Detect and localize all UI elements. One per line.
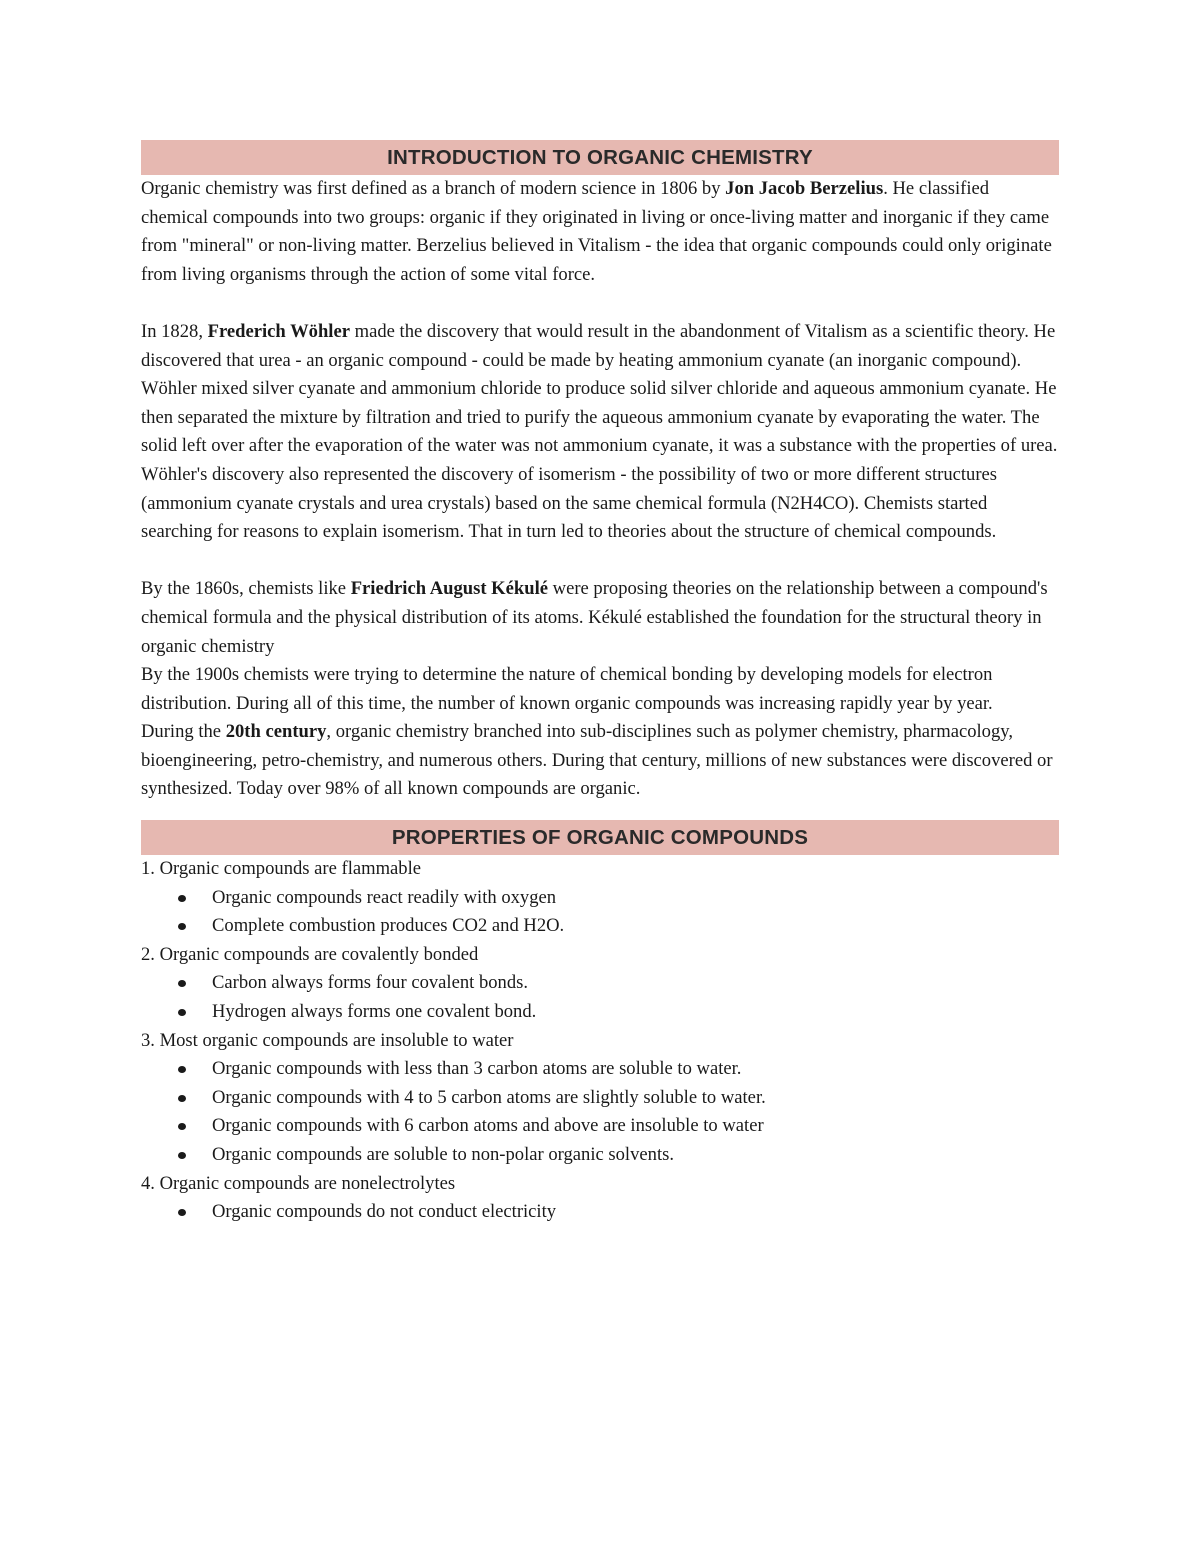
property-item: 1. Organic compounds are flammable (141, 858, 422, 880)
list-item-text: Hydrogen always forms one covalent bond. (212, 1001, 537, 1023)
property-sublist (141, 1198, 1059, 1227)
text-run: During the (141, 721, 226, 743)
text-run: were proposing theories on the relationship between a compound's chemical formula and the physical distribution of its atoms. Kékulé established the foundation for the structural theory in organic chemistry (141, 578, 1048, 657)
intro-paragraph-5 (141, 718, 1059, 804)
spacer (141, 547, 1059, 576)
list-item (141, 969, 1059, 998)
intro-paragraph-2 (141, 318, 1059, 547)
property-item: 3. Most organic compounds are insoluble to water (141, 1029, 514, 1051)
bullet-icon (178, 895, 186, 902)
intro-paragraph-3 (141, 575, 1059, 661)
list-item (141, 1112, 1059, 1141)
list-item (141, 1141, 1059, 1170)
list-item-text: Organic compounds with 6 carbon atoms and above are insoluble to water (212, 1115, 764, 1137)
bold-name: Jon Jacob Berzelius (725, 178, 884, 199)
spacer (141, 289, 1059, 318)
list-item (141, 1055, 1059, 1084)
text-run: In 1828, (141, 320, 208, 342)
bullet-icon (178, 923, 186, 930)
property-sublist (141, 1055, 1059, 1169)
list-item-text: Organic compounds with 4 to 5 carbon atoms are slightly soluble to water. (212, 1086, 766, 1108)
document-page (141, 140, 1059, 1227)
section-heading-properties: PROPERTIES OF ORGANIC COMPOUNDS (141, 820, 1059, 855)
text-run: Organic chemistry was first defined as a branch of modern science in 1806 by (141, 178, 726, 199)
bullet-icon (178, 1066, 186, 1073)
spacer (141, 804, 1059, 820)
list-item-text: Carbon always forms four covalent bonds. (212, 972, 529, 994)
list-item-text: Complete combustion produces CO2 and H2O. (212, 915, 565, 937)
intro-paragraph-4: By the 1900s chemists were trying to determine the nature of chemical bonding by developing models for electron distribution. During all of this time, the number of known organic compounds was increasing rapidly year by year. (141, 664, 993, 714)
list-item-text: Organic compounds do not conduct electricity (212, 1201, 557, 1223)
bold-name: Friedrich August Kékulé (350, 578, 548, 600)
bullet-icon (178, 1123, 186, 1130)
list-item (141, 1084, 1059, 1113)
bold-term: 20th century (225, 721, 327, 743)
list-item-text: Organic compounds are soluble to non-polar organic solvents. (212, 1144, 674, 1165)
bold-name: Frederich Wöhler (207, 320, 350, 342)
property-sublist (141, 884, 1059, 941)
bullet-icon (178, 1095, 186, 1102)
list-item-text: Organic compounds with less than 3 carbon atoms are soluble to water. (212, 1058, 742, 1080)
property-item: 2. Organic compounds are covalently bonded (141, 943, 479, 965)
text-run: , organic chemistry branched into sub-disciplines such as polymer chemistry, pharmacology, bioengineering, petro-chemistry, and numerous others. During that century, millions of new substances were discovered or synthesized. Today over 98% of all known compounds are organic. (141, 721, 1053, 800)
property-item: 4. Organic compounds are nonelectrolytes (141, 1172, 456, 1194)
properties-list (141, 855, 1059, 1227)
text-run: made the discovery that would result in the abandonment of Vitalism as a scientific theory. He discovered that urea - an organic compound - could be made by heating ammonium cyanate (an inorganic compound). Wöhler mixed silver cyanate and ammonium chloride to produce solid silver chloride and aqueous ammonium cyanate. He then separated the mixture by filtration and tried to purify the aqueous ammonium cyanate by evaporating the water. The solid left over after the evaporation of the water was not ammonium cyanate, it was a substance with the properties of urea. Wöhler's discovery also represented the discovery of isomerism - the possibility of two or more different structures (ammonium cyanate crystals and urea crystals) based on the same chemical formula (N2H4CO). Chemists started searching for reasons to explain isomerism. That in turn led to theories about the structure of chemical compounds. (141, 320, 1058, 543)
section-heading-introduction: INTRODUCTION TO ORGANIC CHEMISTRY (141, 140, 1059, 175)
bullet-icon (178, 1209, 186, 1216)
bullet-icon (178, 1152, 186, 1159)
bullet-icon (178, 980, 186, 987)
list-item (141, 1198, 1059, 1227)
list-item (141, 884, 1059, 913)
list-item (141, 912, 1059, 941)
text-run: By the 1860s, chemists like (141, 578, 351, 600)
intro-paragraph-1 (141, 175, 1059, 289)
list-item (141, 998, 1059, 1027)
list-item-text: Organic compounds react readily with oxygen (212, 886, 557, 908)
property-sublist (141, 969, 1059, 1026)
text-run: . He classified chemical compounds into two groups: organic if they originated in living or once-living matter and inorganic if they came from "mineral" or non-living matter. Berzelius believed in Vitalism - the idea that organic compounds could only originate from living organisms through the action of some vital force. (141, 178, 1052, 285)
bullet-icon (178, 1009, 186, 1016)
